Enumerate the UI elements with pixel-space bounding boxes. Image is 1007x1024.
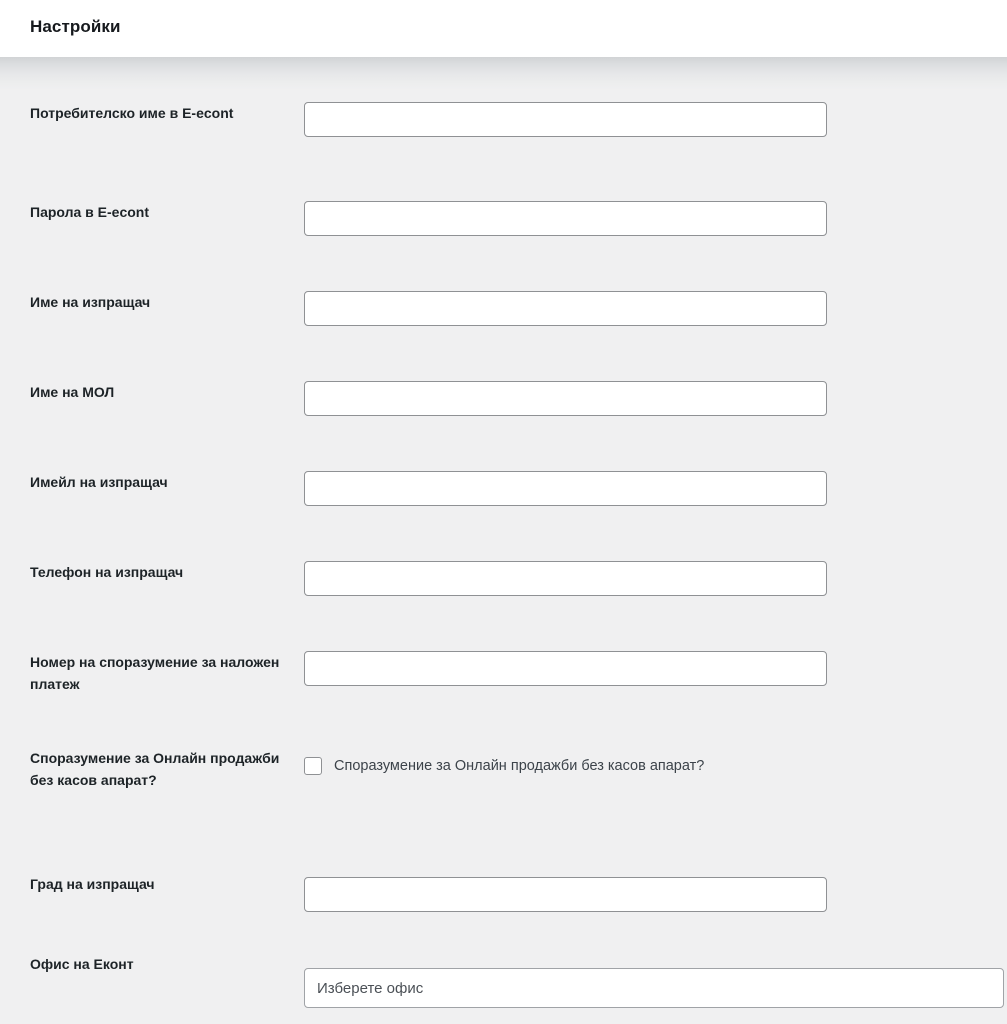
online-sales-agreement-checkbox-label: Споразумение за Онлайн продажби без касов апарат? xyxy=(334,758,705,774)
form-row xyxy=(0,291,1007,326)
econt-office-select[interactable] xyxy=(304,968,1004,1008)
field-label-sender-email: Имейл на изпращач xyxy=(30,474,168,490)
field-cell-sender-phone xyxy=(304,561,1007,596)
field-cell-mol-name xyxy=(304,381,1007,416)
econt-password-input[interactable] xyxy=(304,201,827,236)
cod-agreement-number-input[interactable] xyxy=(304,651,827,686)
form-row xyxy=(0,102,1007,137)
field-label-sender-phone: Телефон на изпращач xyxy=(30,564,184,580)
field-label-econt-password: Парола в E-econt xyxy=(30,204,150,220)
header-shadow-divider xyxy=(0,57,1007,91)
field-cell-cod-agreement-number xyxy=(304,651,1007,686)
field-cell-econt-office xyxy=(304,968,1007,1008)
field-cell-econt-username xyxy=(304,102,1007,137)
mol-name-input[interactable] xyxy=(304,381,827,416)
field-label-cod-agreement-number: Номер на споразумение за наложен платеж xyxy=(30,654,280,693)
econt-office-select-placeholder: Изберете офис xyxy=(317,979,424,997)
form-row xyxy=(0,471,1007,506)
field-cell-econt-password xyxy=(304,201,1007,236)
field-cell-sender-name xyxy=(304,291,1007,326)
form-row xyxy=(0,747,1007,792)
form-row xyxy=(0,561,1007,596)
online-sales-agreement-checkbox-field[interactable] xyxy=(304,755,1007,775)
sender-phone-input[interactable] xyxy=(304,561,827,596)
field-cell-sender-city xyxy=(304,877,1007,912)
form-row xyxy=(0,873,1007,912)
field-cell-online-sales-agreement xyxy=(304,755,1007,775)
field-cell-sender-email xyxy=(304,471,1007,506)
form-row xyxy=(0,381,1007,416)
sender-email-input[interactable] xyxy=(304,471,827,506)
field-label-econt-username: Потребителско име в E-econt xyxy=(30,105,234,121)
page-title: Настройки xyxy=(30,17,121,36)
online-sales-agreement-checkbox[interactable] xyxy=(304,757,322,775)
sender-name-input[interactable] xyxy=(304,291,827,326)
field-label-econt-office: Офис на Еконт xyxy=(30,956,134,972)
field-label-online-sales-agreement: Споразумение за Онлайн продажби без касов апарат? xyxy=(30,750,280,789)
form-row xyxy=(0,651,1007,696)
form-row xyxy=(0,953,1007,1008)
form-row xyxy=(0,201,1007,236)
econt-username-input[interactable] xyxy=(304,102,827,137)
sender-city-input[interactable] xyxy=(304,877,827,912)
field-label-mol-name: Име на МОЛ xyxy=(30,384,115,400)
field-label-sender-name: Име на изпращач xyxy=(30,294,151,310)
field-label-sender-city: Град на изпращач xyxy=(30,876,155,892)
admin-header xyxy=(0,0,1007,57)
